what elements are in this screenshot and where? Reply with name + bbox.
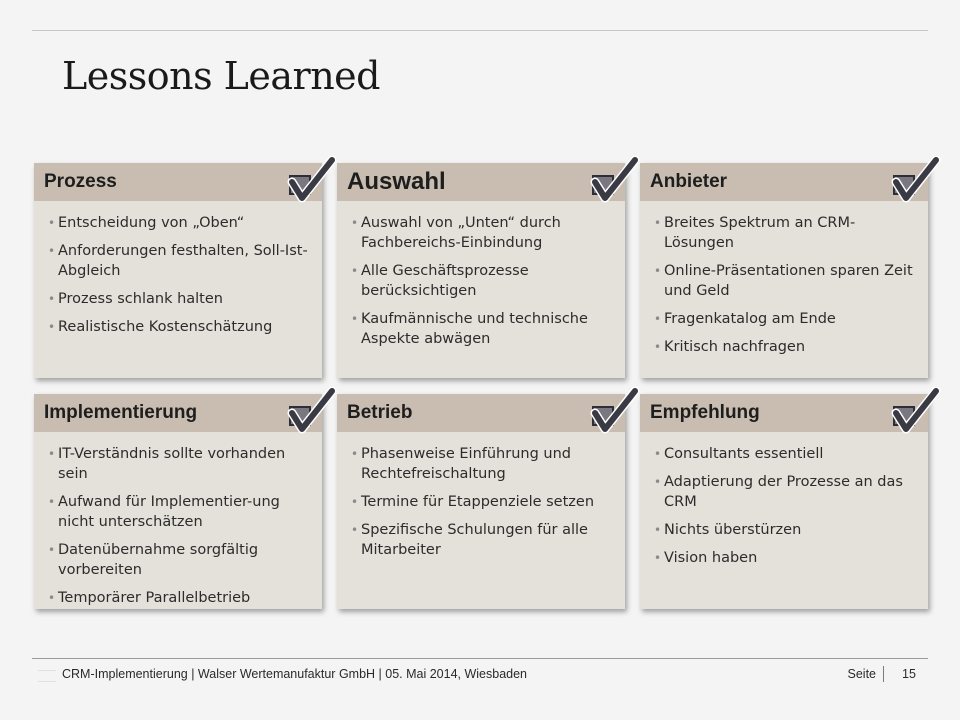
bullet-list	[34, 432, 322, 608]
footer-separator	[883, 666, 884, 682]
checkmark-icon	[886, 156, 942, 204]
list-item: • Anforderungen festhalten, Soll-Ist-Abgleich	[48, 243, 308, 279]
list-item: • Datenübernahme sorgfältig vorbereiten	[48, 542, 259, 578]
card-auswahl	[337, 163, 625, 378]
list-item: • Consultants essentiell	[654, 446, 824, 462]
list-item: • Aufwand für Implementier-ung nicht unterschätzen	[48, 494, 280, 530]
card-title: Anbieter	[650, 171, 728, 192]
list-item: • Entscheidung von „Oben“	[48, 215, 245, 231]
bullet-icon: •	[351, 264, 359, 278]
list-item: • Spezifische Schulungen für alle Mitarbeiter	[351, 522, 588, 558]
company-logo	[38, 670, 56, 682]
bullet-icon: •	[48, 244, 56, 258]
list-item: • Adaptierung der Prozesse an das CRM	[654, 474, 903, 510]
list-item: • Temporärer Parallelbetrieb	[48, 590, 251, 606]
card-header	[34, 394, 322, 432]
card-header	[34, 163, 322, 201]
bullet-icon: •	[48, 591, 56, 605]
card-title: Betrieb	[347, 402, 413, 423]
list-item: • Nichts überstürzen	[654, 522, 802, 538]
list-item: • Fragenkatalog am Ende	[654, 311, 836, 327]
bullet-icon: •	[48, 495, 56, 509]
bullet-list	[337, 432, 625, 560]
checkmark-icon	[886, 387, 942, 435]
card-header	[337, 394, 625, 432]
list-item: • Breites Spektrum an CRM-Lösungen	[654, 215, 856, 251]
top-divider	[32, 30, 928, 31]
bullet-icon: •	[654, 312, 662, 326]
card-title: Empfehlung	[650, 402, 760, 423]
card-title: Implementierung	[44, 402, 198, 423]
bullet-list	[337, 201, 625, 349]
card-empfehlung	[640, 394, 928, 609]
bullet-icon: •	[48, 216, 56, 230]
list-item: • Online-Präsentationen sparen Zeit und Geld	[654, 263, 913, 299]
bullet-icon: •	[351, 495, 359, 509]
card-header	[640, 163, 928, 201]
checkmark-icon	[282, 156, 338, 204]
bullet-list	[640, 201, 928, 357]
bullet-icon: •	[48, 292, 56, 306]
card-header	[337, 163, 625, 201]
bullet-icon: •	[351, 523, 359, 537]
bullet-icon: •	[654, 216, 662, 230]
bullet-icon: •	[351, 312, 359, 326]
list-item: • Alle Geschäftsprozesse berücksichtigen	[351, 263, 529, 299]
card-anbieter	[640, 163, 928, 378]
checkmark-icon	[585, 387, 641, 435]
bullet-icon: •	[351, 216, 359, 230]
card-betrieb	[337, 394, 625, 609]
list-item: • Kaufmännische und technische Aspekte abwägen	[351, 311, 588, 347]
checkmark-icon	[282, 387, 338, 435]
bullet-icon: •	[48, 320, 56, 334]
list-item: • Prozess schlank halten	[48, 291, 223, 307]
bullet-icon: •	[351, 447, 359, 461]
bullet-icon: •	[654, 264, 662, 278]
bullet-list	[34, 201, 322, 337]
footer-divider	[32, 658, 928, 659]
footer-text: CRM-Implementierung | Walser Wertemanufaktur GmbH | 05. Mai 2014, Wiesbaden	[62, 667, 528, 681]
list-item: • Phasenweise Einführung und Rechtefreischaltung	[351, 446, 571, 482]
card-header	[640, 394, 928, 432]
bullet-icon: •	[654, 340, 662, 354]
bullet-icon: •	[48, 543, 56, 557]
bullet-icon: •	[654, 551, 662, 565]
list-item: • Termine für Etappenziele setzen	[351, 494, 595, 510]
card-implementierung	[34, 394, 322, 609]
list-item: • IT-Verständnis sollte vorhanden sein	[48, 446, 286, 482]
page-number: 15	[902, 667, 916, 681]
card-title: Prozess	[44, 171, 117, 192]
list-item: • Vision haben	[654, 550, 758, 566]
bullet-icon: •	[654, 475, 662, 489]
bullet-icon: •	[654, 447, 662, 461]
list-item: • Kritisch nachfragen	[654, 339, 806, 355]
list-item: • Auswahl von „Unten“ durch Fachbereichs-Einbindung	[351, 215, 561, 251]
bullet-icon: •	[48, 447, 56, 461]
card-prozess	[34, 163, 322, 378]
card-title: Auswahl	[347, 168, 446, 195]
bullet-icon: •	[654, 523, 662, 537]
slide-title: Lessons Learned	[62, 54, 380, 98]
page-label: Seite	[847, 667, 876, 681]
bullet-list	[640, 432, 928, 568]
checkmark-icon	[585, 156, 641, 204]
list-item: • Realistische Kostenschätzung	[48, 319, 273, 335]
